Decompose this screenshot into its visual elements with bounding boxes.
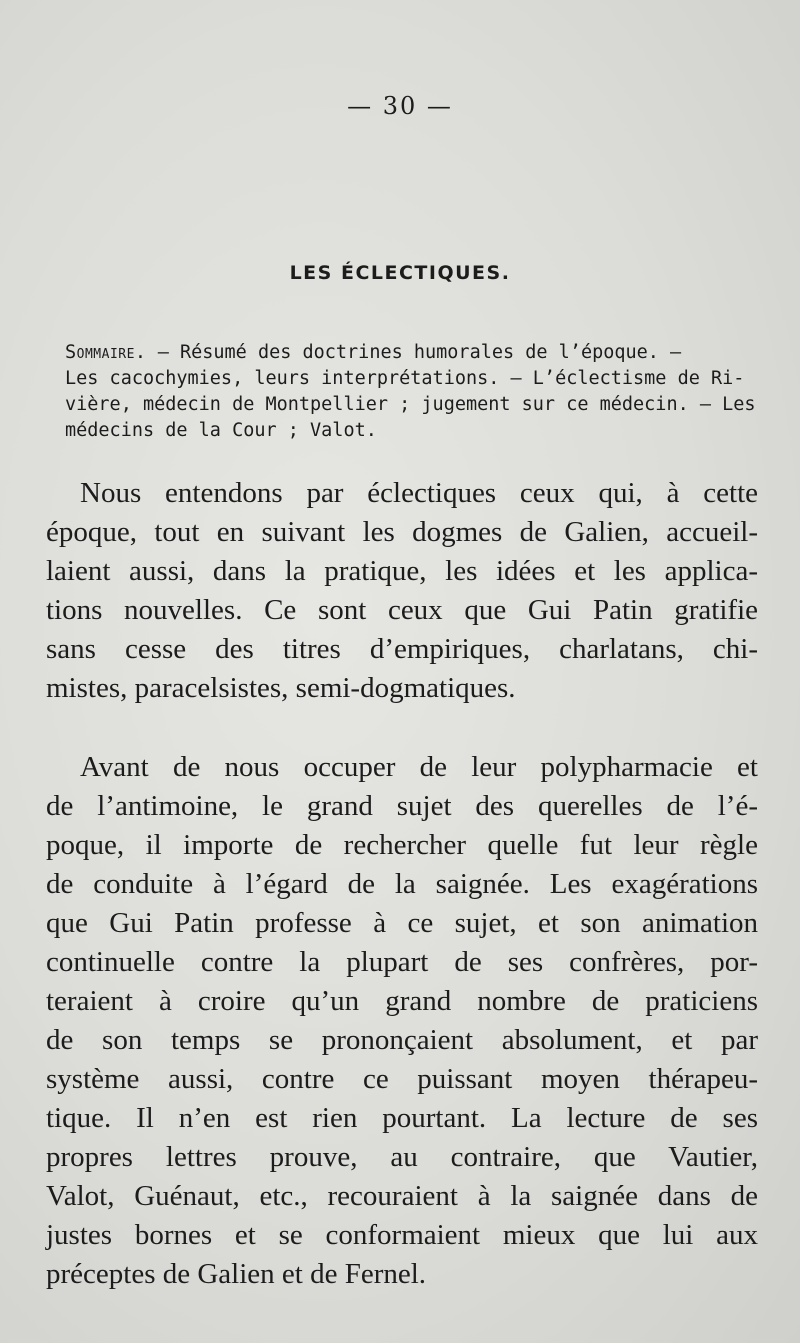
paragraph-line: époque, tout en suivant les dogmes de Galien, accueil- [46,516,758,548]
paragraph-line: Nous entendons par éclectiques ceux qui, à cette [80,477,758,509]
paragraph-line: poque, il importe de rechercher quelle fut leur règle [46,829,758,861]
summary-line: médecins de la Cour ; Valot. [65,420,377,441]
paragraph-line: préceptes de Galien et de Fernel. [46,1258,427,1290]
summary-text: — Résumé des doctrines humorales de l’époque. — [146,342,682,363]
paragraph-line: propres lettres prouve, au contraire, que Vautier, [46,1141,758,1173]
paragraph-line: continuelle contre la plupart de ses confrères, por- [46,946,758,978]
paragraph-line: de conduite à l’égard de la saignée. Les exagérations [46,868,758,900]
summary-line: Les cacochymies, leurs interprétations. — L’éclectisme de Ri- [65,368,745,389]
paragraph-2 [46,748,758,1294]
paragraph-line: sans cesse des titres d’empiriques, charlatans, chi- [46,633,758,665]
summary-line: vière, médecin de Montpellier ; jugement sur ce médecin. — Les [65,394,756,415]
paragraph-line: Valot, Guénaut, etc., recouraient à la saignée dans de [46,1180,758,1212]
paragraph-line: de l’antimoine, le grand sujet des querelles de l’é- [46,790,758,822]
paragraph-line: tions nouvelles. Ce sont ceux que Gui Patin gratifie [46,594,758,626]
chapter-summary [47,340,759,444]
paragraph-1 [46,474,758,708]
page-number: — 30 — [347,92,453,120]
paragraph-line: tique. Il n’en est rien pourtant. La lecture de ses [46,1102,758,1134]
paragraph-line: système aussi, contre ce puissant moyen thérapeu- [46,1063,758,1095]
summary-label: Sommaire. [65,342,147,363]
summary-line [47,340,759,366]
paragraph-line: de son temps se prononçaient absolument, et par [46,1024,758,1056]
paragraph-line: que Gui Patin professe à ce sujet, et son animation [46,907,758,939]
paragraph-line: justes bornes et se conformaient mieux que lui aux [46,1219,758,1251]
section-title: LES ÉCLECTIQUES. [289,262,511,284]
paragraph-line: laient aussi, dans la pratique, les idées et les applica- [46,555,758,587]
paragraph-line: Avant de nous occuper de leur polypharmacie et [80,751,758,783]
paragraph-line: mistes, paracelsistes, semi-dogmatiques. [46,672,516,704]
paragraph-line: teraient à croire qu’un grand nombre de praticiens [46,985,758,1017]
